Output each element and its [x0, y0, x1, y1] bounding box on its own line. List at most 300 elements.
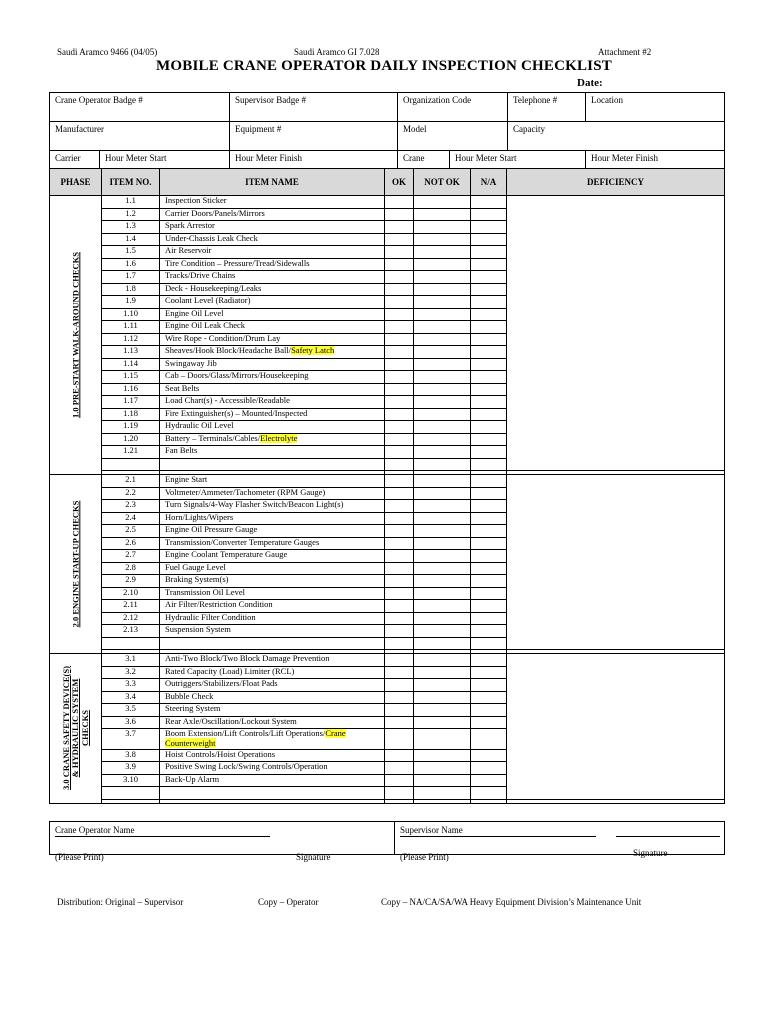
ok-cell[interactable] — [385, 433, 414, 446]
item-name — [160, 296, 385, 309]
not-ok-cell[interactable] — [414, 271, 471, 284]
na-cell[interactable] — [471, 612, 507, 625]
item-name-text: Boom Extension/Lift Controls/Lift Operations/ — [165, 728, 326, 738]
item-number: 1.21 — [102, 446, 160, 459]
item-name-text: Spark Arrestor — [165, 220, 215, 230]
na-cell[interactable] — [471, 308, 507, 321]
not-ok-cell[interactable] — [414, 575, 471, 588]
na-cell[interactable] — [471, 704, 507, 717]
item-name-text: Load Chart(s) - Accessible/Readable — [165, 395, 290, 405]
not-ok-cell[interactable] — [414, 383, 471, 396]
not-ok-cell[interactable] — [414, 433, 471, 446]
item-name-text: Engine Oil Level — [165, 308, 224, 318]
na-cell[interactable] — [471, 575, 507, 588]
operator-signature-block[interactable] — [50, 822, 395, 862]
ok-cell[interactable] — [385, 333, 414, 346]
item-name — [160, 749, 385, 762]
blank-cell — [414, 637, 471, 650]
na-cell[interactable] — [471, 666, 507, 679]
phase-label-line: 3.0 CRANE SAFETY DEVICE(S) — [60, 666, 71, 791]
item-name-text: Transmission Oil Level — [165, 587, 245, 597]
not-ok-cell[interactable] — [414, 525, 471, 538]
crane-hour-meter-finish-field[interactable]: Hour Meter Finish — [586, 151, 725, 178]
phase-label — [61, 666, 89, 790]
supervisor-signature-block[interactable] — [395, 822, 725, 862]
item-name — [160, 562, 385, 575]
phase-label-cell — [50, 475, 102, 654]
spacer-cell — [471, 799, 507, 803]
not-ok-cell[interactable] — [414, 612, 471, 625]
item-name — [160, 233, 385, 246]
item-name — [160, 475, 385, 488]
na-cell[interactable] — [471, 296, 507, 309]
not-ok-cell[interactable] — [414, 346, 471, 359]
item-number: 2.1 — [102, 475, 160, 488]
item-name-text: Fan Belts — [165, 445, 198, 455]
spacer-cell — [414, 799, 471, 803]
deficiency-cell[interactable] — [507, 475, 725, 650]
na-cell[interactable] — [471, 774, 507, 787]
not-ok-cell[interactable] — [414, 421, 471, 434]
na-cell[interactable] — [471, 475, 507, 488]
item-number: 3.6 — [102, 716, 160, 729]
not-ok-cell[interactable] — [414, 691, 471, 704]
not-ok-cell[interactable] — [414, 512, 471, 525]
ok-cell[interactable] — [385, 729, 414, 750]
ok-cell[interactable] — [385, 283, 414, 296]
not-ok-cell[interactable] — [414, 600, 471, 613]
item-name-text: Rated Capacity (Load) Limiter (RCL) — [165, 666, 295, 676]
item-number: 1.14 — [102, 358, 160, 371]
blank-cell — [471, 787, 507, 800]
not-ok-cell[interactable] — [414, 562, 471, 575]
ok-cell[interactable] — [385, 625, 414, 638]
carrier-hour-meter-start-field[interactable]: Hour Meter Start — [100, 151, 230, 178]
ok-cell[interactable] — [385, 679, 414, 692]
info-table — [49, 92, 725, 178]
item-name-text: Anti-Two Block/Two Block Damage Prevention — [165, 653, 330, 663]
ok-cell[interactable] — [385, 774, 414, 787]
item-name-text: Under-Chassis Leak Check — [165, 233, 258, 243]
item-number: 1.20 — [102, 433, 160, 446]
item-name — [160, 196, 385, 209]
na-cell[interactable] — [471, 600, 507, 613]
org-code-field[interactable]: Organization Code — [398, 93, 508, 122]
ok-cell[interactable] — [385, 716, 414, 729]
item-name — [160, 271, 385, 284]
item-number: 1.19 — [102, 421, 160, 434]
item-name-text: Hoist Controls/Hoist Operations — [165, 749, 276, 759]
not-ok-cell[interactable] — [414, 333, 471, 346]
not-ok-cell[interactable] — [414, 246, 471, 259]
item-number: 2.13 — [102, 625, 160, 638]
ok-cell[interactable] — [385, 383, 414, 396]
ok-cell[interactable] — [385, 358, 414, 371]
item-name — [160, 716, 385, 729]
na-cell[interactable] — [471, 749, 507, 762]
item-name-text: Carrier Doors/Panels/Mirrors — [165, 208, 265, 218]
na-cell[interactable] — [471, 487, 507, 500]
item-name — [160, 246, 385, 259]
ok-cell[interactable] — [385, 258, 414, 271]
ok-cell[interactable] — [385, 196, 414, 209]
not-ok-cell[interactable] — [414, 233, 471, 246]
operator-name-label: Crane Operator Name — [55, 825, 135, 835]
item-number: 3.8 — [102, 749, 160, 762]
not-ok-cell[interactable] — [414, 221, 471, 234]
ok-cell[interactable] — [385, 550, 414, 563]
supervisor-signature-line — [616, 836, 720, 837]
not-ok-header: NOT OK — [414, 169, 471, 196]
ok-cell[interactable] — [385, 208, 414, 221]
item-number: 3.9 — [102, 762, 160, 775]
item-number: 1.2 — [102, 208, 160, 221]
item-name-text: Back-Up Alarm — [165, 774, 220, 784]
item-name-text: Steering System — [165, 703, 221, 713]
not-ok-cell[interactable] — [414, 749, 471, 762]
na-cell[interactable] — [471, 729, 507, 750]
na-cell[interactable] — [471, 433, 507, 446]
item-name — [160, 321, 385, 334]
signature-table — [49, 821, 725, 862]
item-number: 1.10 — [102, 308, 160, 321]
manufacturer-field[interactable]: Manufacturer — [50, 122, 230, 151]
item-name-text: Seat Belts — [165, 383, 200, 393]
item-name — [160, 691, 385, 704]
spacer-cell — [385, 799, 414, 803]
na-cell[interactable] — [471, 525, 507, 538]
na-cell[interactable] — [471, 271, 507, 284]
na-cell[interactable] — [471, 691, 507, 704]
na-cell[interactable] — [471, 346, 507, 359]
item-name-text: Hydraulic Oil Level — [165, 420, 234, 430]
item-name — [160, 762, 385, 775]
na-cell[interactable] — [471, 208, 507, 221]
na-cell[interactable] — [471, 283, 507, 296]
ok-cell[interactable] — [385, 408, 414, 421]
ok-cell[interactable] — [385, 612, 414, 625]
item-number: 3.1 — [102, 654, 160, 667]
item-number: 1.16 — [102, 383, 160, 396]
ok-cell[interactable] — [385, 666, 414, 679]
operator-signature-label: Signature — [296, 852, 331, 862]
item-name-text: Hydraulic Filter Condition — [165, 612, 256, 622]
operator-name-line — [55, 836, 270, 837]
item-number: 2.12 — [102, 612, 160, 625]
na-cell[interactable] — [471, 500, 507, 513]
ok-cell[interactable] — [385, 233, 414, 246]
item-name-text: Air Filter/Restriction Condition — [165, 599, 273, 609]
section-spacer — [50, 799, 725, 803]
item-name-text: Deck - Housekeeping/Leaks — [165, 283, 262, 293]
na-cell[interactable] — [471, 550, 507, 563]
not-ok-cell[interactable] — [414, 666, 471, 679]
na-cell[interactable] — [471, 358, 507, 371]
item-number: 2.7 — [102, 550, 160, 563]
blank-cell — [471, 637, 507, 650]
item-number: 2.11 — [102, 600, 160, 613]
item-number: 3.10 — [102, 774, 160, 787]
crane-label: Crane — [398, 151, 450, 178]
gi-reference: Saudi Aramco GI 7.028 — [294, 47, 380, 57]
item-number: 3.5 — [102, 704, 160, 717]
item-name-text: Cab – Doors/Glass/Mirrors/Housekeeping — [165, 370, 309, 380]
phase-label-line: & HYDRAULIC SYSTEM — [69, 678, 80, 778]
not-ok-cell[interactable] — [414, 308, 471, 321]
item-name-text: Sheaves/Hook Block/Headache Ball/ — [165, 345, 292, 355]
item-number: 1.3 — [102, 221, 160, 234]
item-name-text: Wire Rope - Condition/Drum Lay — [165, 333, 281, 343]
not-ok-cell[interactable] — [414, 408, 471, 421]
item-number: 1.13 — [102, 346, 160, 359]
ok-cell[interactable] — [385, 512, 414, 525]
ok-cell[interactable] — [385, 500, 414, 513]
not-ok-cell[interactable] — [414, 358, 471, 371]
ok-cell[interactable] — [385, 762, 414, 775]
not-ok-cell[interactable] — [414, 774, 471, 787]
ok-cell[interactable] — [385, 487, 414, 500]
item-name-text: Coolant Level (Radiator) — [165, 295, 251, 305]
blank-cell — [414, 458, 471, 471]
spacer-cell — [507, 799, 725, 803]
item-name-text: Voltmeter/Ammeter/Tachometer (RPM Gauge) — [165, 487, 326, 497]
not-ok-cell[interactable] — [414, 762, 471, 775]
not-ok-cell[interactable] — [414, 487, 471, 500]
na-cell[interactable] — [471, 221, 507, 234]
ok-cell[interactable] — [385, 704, 414, 717]
ok-cell[interactable] — [385, 421, 414, 434]
item-name — [160, 283, 385, 296]
item-name-text: Bubble Check — [165, 691, 214, 701]
telephone-field[interactable]: Telephone # — [508, 93, 586, 122]
item-name-text: Horn/Lights/Wipers — [165, 512, 234, 522]
item-name-text: Engine Start — [165, 474, 208, 484]
item-number: 2.8 — [102, 562, 160, 575]
blank-cell — [471, 458, 507, 471]
not-ok-cell[interactable] — [414, 208, 471, 221]
ok-cell[interactable] — [385, 587, 414, 600]
item-name — [160, 774, 385, 787]
na-cell[interactable] — [471, 196, 507, 209]
ok-cell[interactable] — [385, 691, 414, 704]
na-cell[interactable] — [471, 625, 507, 638]
item-name-text: Transmission/Converter Temperature Gauges — [165, 537, 320, 547]
na-cell[interactable] — [471, 383, 507, 396]
blank-cell — [385, 458, 414, 471]
item-name — [160, 729, 385, 750]
na-cell[interactable] — [471, 321, 507, 334]
operator-badge-field[interactable]: Crane Operator Badge # — [50, 93, 230, 122]
ok-cell[interactable] — [385, 446, 414, 459]
item-name — [160, 421, 385, 434]
checklist-table — [49, 168, 725, 804]
operator-please-print: (Please Print) — [55, 852, 104, 862]
na-cell[interactable] — [471, 233, 507, 246]
blank-cell — [385, 637, 414, 650]
not-ok-cell[interactable] — [414, 500, 471, 513]
ok-cell[interactable] — [385, 537, 414, 550]
crane-hour-meter-start-field[interactable]: Hour Meter Start — [450, 151, 586, 178]
item-name — [160, 654, 385, 667]
na-cell[interactable] — [471, 654, 507, 667]
deficiency-header: DEFICIENCY — [507, 169, 725, 196]
ok-cell[interactable] — [385, 749, 414, 762]
not-ok-cell[interactable] — [414, 625, 471, 638]
item-name — [160, 358, 385, 371]
not-ok-cell[interactable] — [414, 371, 471, 384]
item-name — [160, 383, 385, 396]
not-ok-cell[interactable] — [414, 258, 471, 271]
ok-cell[interactable] — [385, 475, 414, 488]
model-field[interactable]: Model — [398, 122, 508, 151]
not-ok-cell[interactable] — [414, 550, 471, 563]
na-cell[interactable] — [471, 258, 507, 271]
not-ok-cell[interactable] — [414, 716, 471, 729]
item-number: 1.17 — [102, 396, 160, 409]
ok-header: OK — [385, 169, 414, 196]
item-name — [160, 575, 385, 588]
ok-cell[interactable] — [385, 562, 414, 575]
item-name — [160, 625, 385, 638]
not-ok-cell[interactable] — [414, 396, 471, 409]
item-number: 1.11 — [102, 321, 160, 334]
item-name — [160, 308, 385, 321]
ok-cell[interactable] — [385, 525, 414, 538]
location-field[interactable]: Location — [586, 93, 725, 122]
not-ok-cell[interactable] — [414, 321, 471, 334]
item-name — [160, 512, 385, 525]
blank-cell — [102, 787, 160, 800]
deficiency-cell[interactable] — [507, 654, 725, 800]
item-number: 2.4 — [102, 512, 160, 525]
not-ok-cell[interactable] — [414, 654, 471, 667]
item-name — [160, 600, 385, 613]
item-name-header: ITEM NAME — [160, 169, 385, 196]
item-number: 1.7 — [102, 271, 160, 284]
not-ok-cell[interactable] — [414, 283, 471, 296]
item-name — [160, 525, 385, 538]
ok-cell[interactable] — [385, 221, 414, 234]
capacity-field[interactable]: Capacity — [508, 122, 725, 151]
not-ok-cell[interactable] — [414, 729, 471, 750]
item-number: 1.8 — [102, 283, 160, 296]
na-cell[interactable] — [471, 562, 507, 575]
na-cell[interactable] — [471, 446, 507, 459]
item-name — [160, 666, 385, 679]
item-number: 1.6 — [102, 258, 160, 271]
item-name — [160, 433, 385, 446]
supervisor-badge-field[interactable]: Supervisor Badge # — [230, 93, 398, 122]
na-cell[interactable] — [471, 587, 507, 600]
phase-label-cell — [50, 196, 102, 475]
carrier-hour-meter-finish-field[interactable]: Hour Meter Finish — [230, 151, 398, 178]
na-cell[interactable] — [471, 762, 507, 775]
carrier-label: Carrier — [50, 151, 100, 178]
item-name-text: Turn Signals/4-Way Flasher Switch/Beacon Light(s) — [165, 499, 344, 509]
page-title: MOBILE CRANE OPERATOR DAILY INSPECTION CHECKLIST — [156, 58, 612, 74]
item-name-text: Positive Swing Lock/Swing Controls/Operation — [165, 761, 328, 772]
na-cell[interactable] — [471, 246, 507, 259]
item-name-text: Swingaway Jib — [165, 358, 217, 368]
ok-cell[interactable] — [385, 246, 414, 259]
ok-cell[interactable] — [385, 396, 414, 409]
item-number: 1.9 — [102, 296, 160, 309]
item-name — [160, 221, 385, 234]
spacer-cell — [160, 799, 385, 803]
blank-cell — [385, 787, 414, 800]
equipment-field[interactable]: Equipment # — [230, 122, 398, 151]
item-name — [160, 679, 385, 692]
supervisor-please-print: (Please Print) — [400, 852, 449, 862]
ok-cell[interactable] — [385, 296, 414, 309]
item-name — [160, 487, 385, 500]
not-ok-cell[interactable] — [414, 196, 471, 209]
date-label: Date: — [577, 77, 603, 89]
item-number: 1.1 — [102, 196, 160, 209]
item-number: 1.18 — [102, 408, 160, 421]
item-number: 1.5 — [102, 246, 160, 259]
not-ok-cell[interactable] — [414, 587, 471, 600]
item-name-text: Engine Oil Leak Check — [165, 320, 246, 330]
na-cell[interactable] — [471, 716, 507, 729]
item-name — [160, 550, 385, 563]
na-cell[interactable] — [471, 396, 507, 409]
na-cell[interactable] — [471, 512, 507, 525]
blank-cell — [102, 637, 160, 650]
item-name-text: Braking System(s) — [165, 574, 229, 584]
ok-cell[interactable] — [385, 600, 414, 613]
item-name-highlight: Crane Counterweight — [165, 728, 346, 748]
item-no-header: ITEM NO. — [102, 169, 160, 196]
na-cell[interactable] — [471, 537, 507, 550]
not-ok-cell[interactable] — [414, 296, 471, 309]
distribution-original: Distribution: Original – Supervisor — [57, 897, 184, 907]
ok-cell[interactable] — [385, 271, 414, 284]
deficiency-cell[interactable] — [507, 196, 725, 471]
na-cell[interactable] — [471, 679, 507, 692]
distribution-operator: Copy – Operator — [258, 897, 319, 907]
na-cell[interactable] — [471, 421, 507, 434]
item-number: 2.6 — [102, 537, 160, 550]
not-ok-cell[interactable] — [414, 537, 471, 550]
not-ok-cell[interactable] — [414, 446, 471, 459]
supervisor-name-label: Supervisor Name — [400, 825, 463, 835]
not-ok-cell[interactable] — [414, 679, 471, 692]
na-cell[interactable] — [471, 408, 507, 421]
item-number: 1.15 — [102, 371, 160, 384]
ok-cell[interactable] — [385, 575, 414, 588]
ok-cell[interactable] — [385, 321, 414, 334]
item-name — [160, 208, 385, 221]
item-name-text: Battery – Terminals/Cables/ — [165, 433, 261, 443]
table-row — [50, 475, 725, 488]
ok-cell[interactable] — [385, 346, 414, 359]
item-number: 1.12 — [102, 333, 160, 346]
phase-header: PHASE — [50, 169, 102, 196]
not-ok-cell[interactable] — [414, 704, 471, 717]
not-ok-cell[interactable] — [414, 475, 471, 488]
na-cell[interactable] — [471, 333, 507, 346]
item-number: 3.7 — [102, 729, 160, 750]
ok-cell[interactable] — [385, 654, 414, 667]
na-cell[interactable] — [471, 371, 507, 384]
item-number: 3.2 — [102, 666, 160, 679]
item-name-text: Tire Condition – Pressure/Tread/Sidewalls — [165, 258, 310, 268]
ok-cell[interactable] — [385, 308, 414, 321]
item-number: 3.4 — [102, 691, 160, 704]
ok-cell[interactable] — [385, 371, 414, 384]
item-name-text: Air Reservoir — [165, 245, 212, 255]
